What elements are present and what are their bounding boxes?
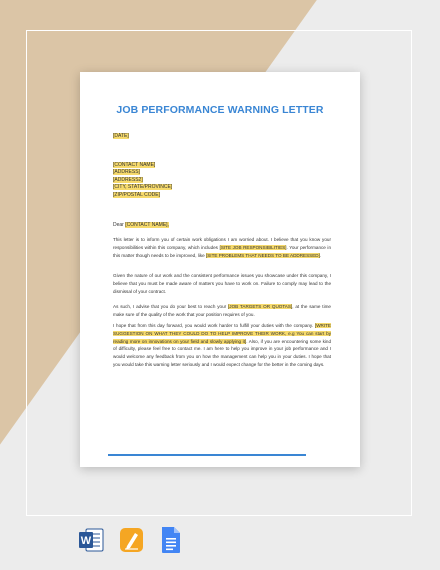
word-icon[interactable]	[78, 526, 102, 554]
paragraph-text: As such, I advise that you do your best to reach your	[113, 304, 228, 309]
word-icon-letter: W	[80, 535, 92, 547]
paragraph-text: This letter is to inform you of certain work obligations I am worried about. I believe that you know your responsibilities within this company, which includes	[113, 237, 331, 250]
address-line: [CONTACT NAME]	[113, 162, 156, 168]
address-block	[113, 162, 172, 199]
paragraph-text: . Your performance in this matter though needs to be improved, like	[113, 244, 331, 258]
date-field	[113, 133, 129, 140]
paragraph-text: .	[319, 252, 322, 258]
address-line: [CITY, STATE/PROVINCE]	[113, 184, 173, 191]
date-placeholder: [DATE]	[113, 133, 129, 139]
highlight-placeholder: [SITE PROBLEMS THAT NEEDS TO BE ADDRESSED]	[205, 252, 320, 258]
paragraph-2: Given the nature of our work and the consistent performance issues you showcase under this company, I believe that you must be made aware of matters you have to work on. Failure to comply may lead to the dismissal of your contract.	[113, 273, 331, 294]
paragraph-3	[113, 303, 331, 319]
letter-page	[80, 72, 360, 467]
address-line: [ADDRESS2]	[113, 176, 143, 183]
paragraph-text: I hope that from this day forward, you would work harder to fulfill your duties with the company.	[113, 323, 315, 328]
greeting	[113, 222, 169, 229]
letter-title: JOB PERFORMANCE WARNING LETTER	[116, 104, 324, 116]
highlight-placeholder: [SITE JOB RESPONSIBILITIES]	[219, 244, 287, 250]
pages-icon[interactable]	[119, 526, 143, 554]
highlight-placeholder: [JOB TARGETS OR QUOTAS]	[228, 304, 293, 309]
paragraph-text: , at the same time make sure of the quality of the work that your position requires of you.	[113, 304, 331, 317]
paragraph-1	[113, 236, 331, 259]
paragraph-text: . Also, if you are encountering some kind of difficulty, please feel free to contact me. I am here to help you improve in your job performance and I would welcome any feedback from you on how the management can help you in your duties. I hope that you would take this warning letter seriously and I would expect change for the better in the coming days.	[113, 338, 332, 367]
address-line: [ZIP/POSTAL CODE]	[113, 191, 160, 198]
google-docs-icon[interactable]	[160, 526, 184, 554]
highlight-placeholder: [WRITE SUGGESTION ON WHAT THEY COULD DO TO HELP IMPROVE THEIR WORK, e.g You can start by reading more on innovations on your field and slowly applying it]	[113, 323, 331, 344]
greeting-name: [CONTACT NAME],	[125, 222, 169, 228]
greeting-prefix: Dear	[113, 222, 126, 228]
paragraph-4	[113, 322, 331, 369]
footer-accent-line	[108, 454, 306, 456]
address-line: [ADDRESS]	[113, 169, 140, 176]
